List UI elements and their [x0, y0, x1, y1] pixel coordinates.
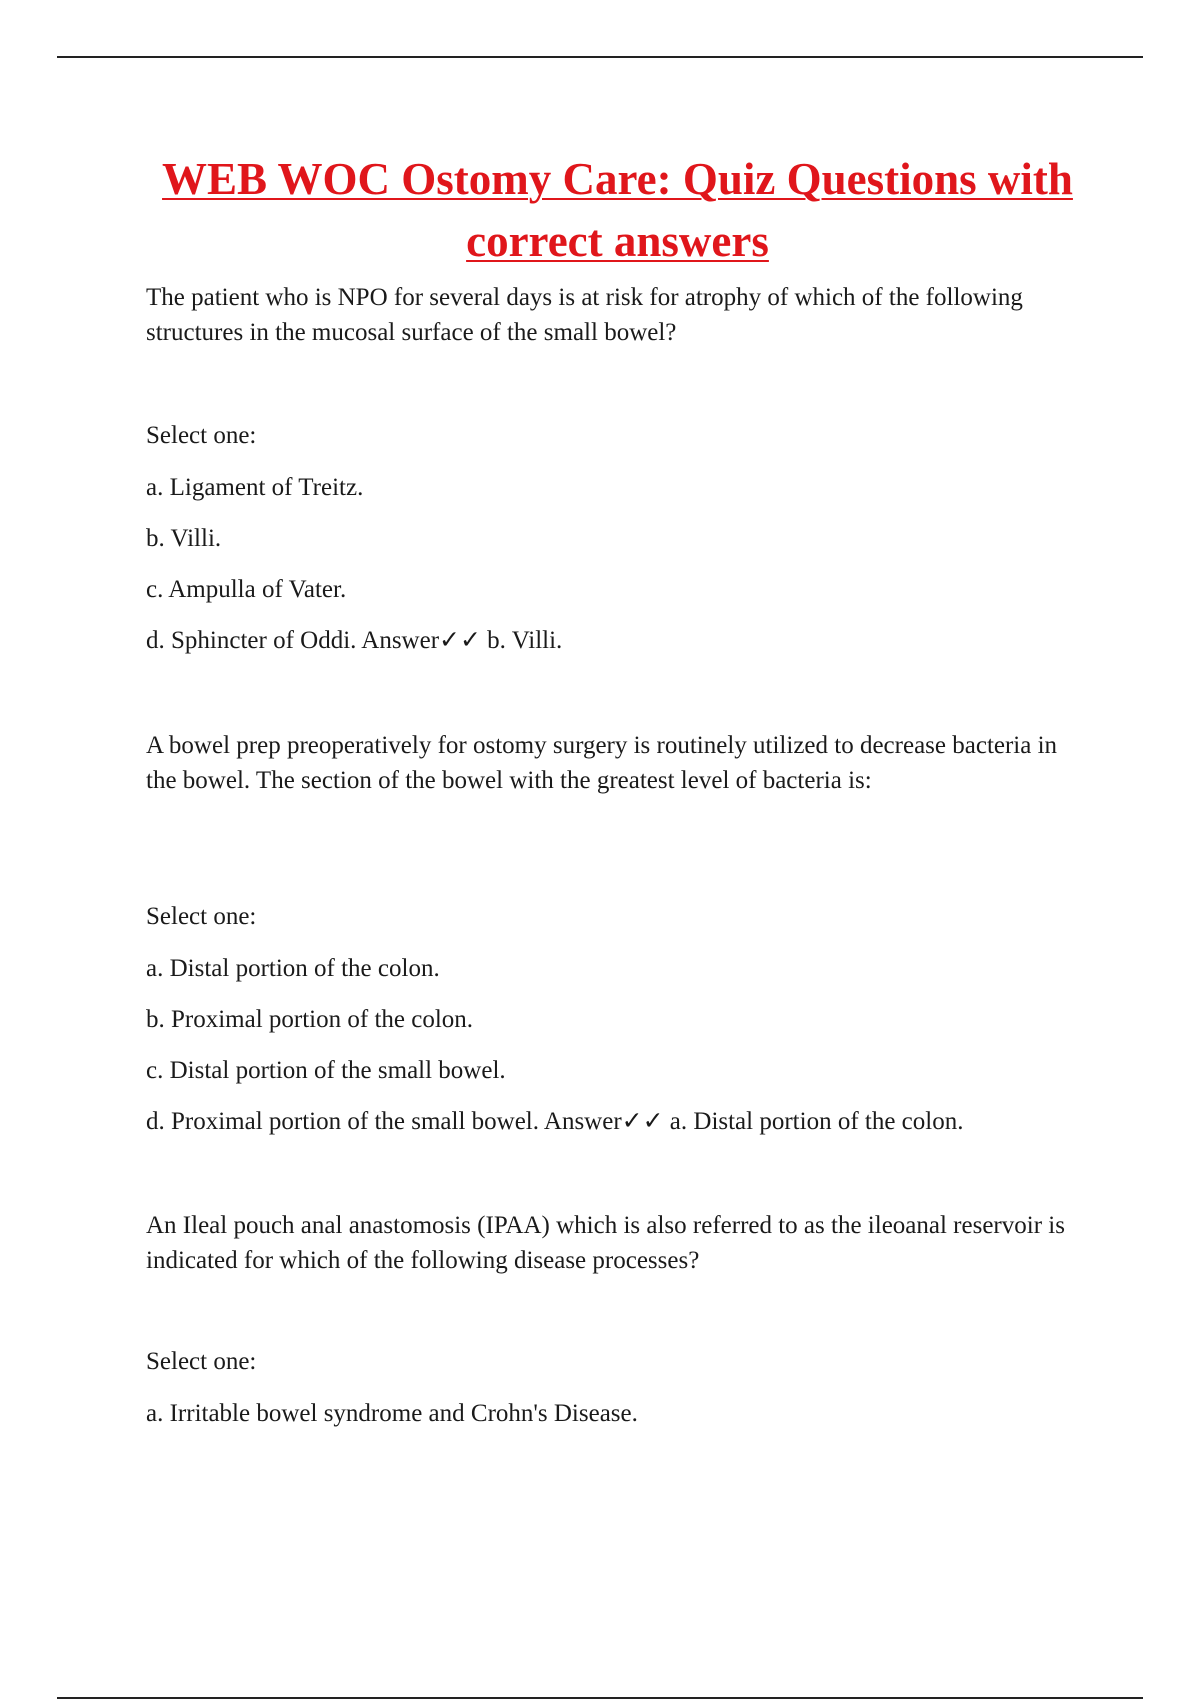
option-item: c. Ampulla of Vater. [146, 576, 347, 603]
question-3-text: An Ileal pouch anal anastomosis (IPAA) which is also referred to as the ileoanal reservoir is indicated for which of the following disease processes? [146, 1212, 1065, 1274]
page-title: WEB WOC Ostomy Care: Quiz Questions with correct answers [162, 154, 1073, 266]
option-item: b. Proximal portion of the colon. [146, 1006, 474, 1033]
question-1-options [146, 470, 562, 674]
question-3-options [146, 1396, 638, 1431]
bottom-rule [57, 1697, 1143, 1699]
top-rule [57, 56, 1143, 58]
option-item: a. Irritable bowel syndrome and Crohn's Disease. [146, 1400, 638, 1427]
answer-text: Answer✓✓ a. Distal portion of the colon. [539, 1108, 964, 1135]
question-1-text: The patient who is NPO for several days is at risk for atrophy of which of the following structures in the mucosal surface of the small bowel? [146, 284, 1023, 346]
question-1-select-label: Select one: [146, 422, 257, 449]
question-2-text: A bowel prep preoperatively for ostomy surgery is routinely utilized to decrease bacteria in the bowel. The section of the bowel with the greatest level of bacteria is: [146, 732, 1058, 794]
question-2-options [146, 951, 963, 1155]
option-text: d. Proximal portion of the small bowel. [146, 1108, 540, 1135]
option-item: b. Villi. [146, 525, 222, 552]
option-item: a. Ligament of Treitz. [146, 474, 364, 501]
option-text: d. Sphincter of Oddi. [146, 627, 357, 654]
option-item: c. Distal portion of the small bowel. [146, 1057, 506, 1084]
option-item: a. Distal portion of the colon. [146, 955, 440, 982]
question-3-select-label: Select one: [146, 1348, 257, 1375]
option-item [146, 1104, 963, 1155]
answer-text: Answer✓✓ b. Villi. [356, 627, 563, 654]
option-item [146, 623, 562, 674]
question-2-select-label: Select one: [146, 903, 257, 930]
